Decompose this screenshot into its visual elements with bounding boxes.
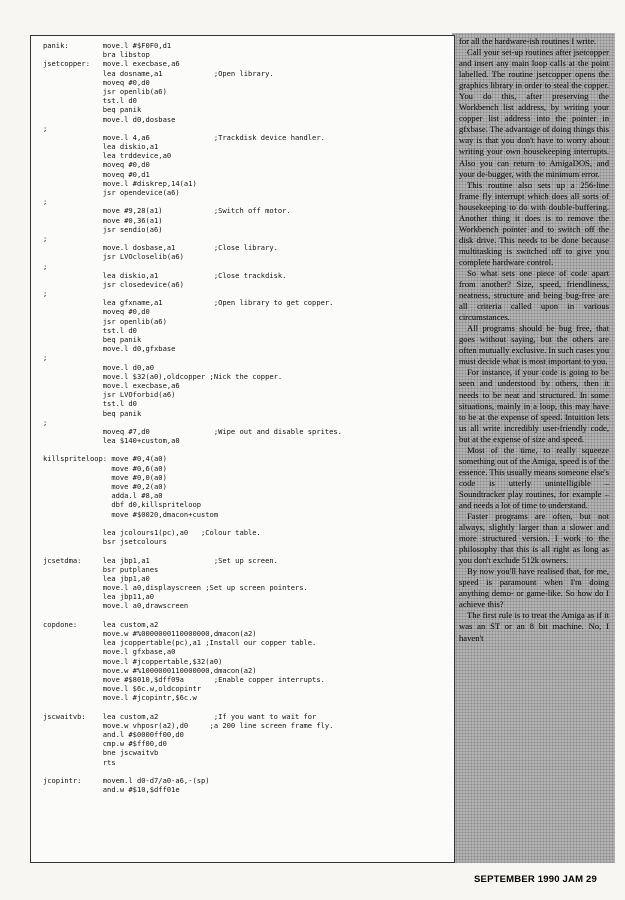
code-line [43,445,454,454]
code-line: lea trddevice,a0 [43,151,172,161]
article-paragraph: So what sets one piece of code apart from another? Size, speed, friendliness, neatness, structure and being bug-free are all criteria called upon in various circumstances. [459,267,609,323]
code-line: move #9,28(a1) ;Switch off motor. [43,206,291,216]
code-line: move.l #diskrep,14(a1) [43,178,197,188]
code-line: move.l gfxbase,a0 [43,647,176,657]
code-line: adda.l #8,a0 [43,491,163,501]
code-line: ; [43,353,48,363]
code-line: killspriteloop: move #0,4(a0) [43,454,167,464]
article-paragraph: This routine also sets up a 256-line frame fly interrupt which does all sorts of housekeeping to do with double-buffering. Another thing it does is to remove the Workbench pointer and to switch off the disk drive. This needs to be done because multitasking is switched off to give you complete hardware control. [459,179,609,267]
code-line: move #0,0(a0) [43,472,167,482]
code-line: move.l d0,a0 [43,362,155,372]
code-line: lea jbp1,a0 [43,573,150,583]
code-line: move.l execbase,a6 [43,380,180,390]
code-line: ; [43,197,48,207]
code-line: ; [43,289,48,299]
code-line: lea jcolours1(pc),a0 ;Colour table. [43,527,261,537]
code-line: bra libstop [43,50,150,60]
code-line: lea diskio,a1 ;Close trackdisk. [43,270,287,280]
code-line: jsr openlib(a6) [43,316,167,326]
assembly-code-listing [30,35,455,863]
code-line: lea jbp11,a0 [43,592,155,602]
code-line: cmp.w #$ff00,d0 [43,739,167,749]
article-paragraph: All programs should be bug free, that goes without saying, but the others are often mutually exclusive. In such cases you must decide what is most important to you. [459,323,609,367]
code-line: moveq #7,d0 ;Wipe out and disable sprites. [43,426,342,436]
code-line: jsr opendevice(a6) [43,188,180,197]
code-line: moveq #0,d0 [43,307,150,317]
article-paragraph: By now you'll have realised that, for me, speed is paramount when I'm doing anything demo- or game-like. So how do I achieve this? [459,566,609,610]
code-line: and.w #$10,$dff01e [43,785,180,795]
code-line: move #0,2(a0) [43,482,167,491]
code-line: ; [43,123,48,133]
code-line: and.l #$0000ff00,d0 [43,730,184,740]
article-paragraph: The first rule is to treat the Amiga as if it was an ST or an 8 bit machine. No, I haven't [459,610,609,643]
code-line: move.l d0,dosbase [43,114,176,124]
code-line: bne jscwaitvb [43,748,159,758]
code-line: move.l #jcoppertable,$32(a0) [43,656,223,666]
code-line: jscwaitvb: lea custom,a2 ;If you want to wait for [43,711,317,721]
code-line: move.l a0,drawscreen [43,601,189,611]
code-line: move.l d0,gfxbase [43,344,176,354]
code-line: lea diskio,a1 [43,142,159,152]
code-line [43,519,454,528]
code-line: move #0,36(a1) [43,215,163,225]
code-line: lea dosname,a1 ;Open library. [43,68,274,78]
code-line: move #$8010,$dff09a ;Enable copper interrupts. [43,674,325,684]
article-paragraph: Most of the time, to really squeeze something out of the Amiga, speed is of the essence. This usually means someone else's code is utterly unintelligible – Soundtracker play routines, for example – and needs a lot of time to understand. [459,444,609,510]
code-line: lea $140+custom,a0 [43,436,180,446]
code-line [43,767,454,776]
article-paragraph: for all the hardware-ish routines I write. [459,36,597,46]
code-line: lea gfxname,a1 ;Open library to get copper. [43,298,334,308]
code-line: jcsetdma: lea jbp1,a1 ;Set up screen. [43,555,278,565]
code-line: tst.l d0 [43,325,137,335]
code-line: move.l $32(a0),oldcopper ;Nick the copper. [43,371,283,381]
code-line: move.l 4,a6 ;Trackdisk device handler. [43,132,325,142]
code-line: jsr openlib(a6) [43,86,167,96]
code-line: moveq #0,d1 [43,169,150,179]
code-line: jsr sendio(a6) [43,224,163,234]
code-line: moveq #0,d0 [43,160,150,170]
code-line: tst.l d0 [43,96,137,106]
code-line: move.l #jcopintr,$6c.w [43,693,197,703]
code-line: rts [43,757,116,767]
code-line: bsr jsetcolours [43,537,167,547]
code-line: move.l a0,displayscreen ;Set up screen pointers. [43,583,308,593]
article-paragraph: Faster programs are often, but not always, slightly larger than a slower and more structured version. I work to the philosophy that this is all right as long as you don't exclude 512k owners. [459,511,609,566]
code-line: ; [43,261,48,271]
code-line: panik: move.l #$F0F0,d1 [43,41,172,50]
code-line: bsr putplanes [43,564,159,574]
code-line: jsr LVOcloselib(a6) [43,252,184,262]
code-line: beq panik [43,408,142,418]
code-line: move.l dosbase,a1 ;Close library. [43,243,278,253]
code-line: jsetcopper: move.l execbase,a6 [43,59,180,69]
code-line: copdone: lea custom,a2 [43,619,159,629]
article-column [459,36,609,644]
code-line: move #$0020,dmacon+custom [43,509,219,519]
article-paragraph: Call your set-up routines after jsetcopper and insert any main loop calls at the point labelled. The routine jsetcopper opens the graphics library in order to steal the copper. You do this, after preserving the Workbench list address, by writing your copper list address into the pointer in gfxbase. The advantage of doing things this way is that you don't have to worry about writing your own housekeeping interrupts. Also you can return to AmigaDOS, and your de-bugger, with the minimum error. [459,47,609,179]
code-line [43,546,454,555]
code-line: move.w vhposr(a2),d0 ;a 200 line screen frame fly. [43,720,334,730]
code-line: beq panik [43,335,142,344]
code-line: dbf d0,killspriteloop [43,500,202,510]
code-line: jcopintr: movem.l d0-d7/a0-a6,-(sp) [43,776,210,785]
code-line: tst.l d0 [43,399,137,409]
code-line: move.w #%1000000110000000,dmacon(a2) [43,665,257,675]
code-line: move.w #%0000000110000000,dmacon(a2) [43,629,257,638]
code-line: move.l $6c.w,oldcopintr [43,684,202,694]
code-line: moveq #0,d0 [43,77,150,87]
code-line [43,611,454,620]
page-footer: SEPTEMBER 1990 JAM 29 [474,874,597,885]
code-line [43,703,454,712]
code-line: ; [43,417,48,427]
code-line: jsr LVOforbid(a6) [43,390,176,400]
code-line: ; [43,233,48,243]
code-line: move #0,6(a0) [43,463,167,473]
code-line: lea jcoppertable(pc),a1 ;Install our copper table. [43,638,317,648]
article-paragraph: For instance, if your code is going to be seen and understood by others, then it needs to be neat and structured. In some situations, mainly in a loop, this may have to be at the expense of speed. Intuition lets us all write incredibly user-friendly code, but at the expense of size and speed. [459,367,609,444]
code-line: jsr closedevice(a6) [43,279,184,289]
code-line: beq panik [43,105,142,115]
